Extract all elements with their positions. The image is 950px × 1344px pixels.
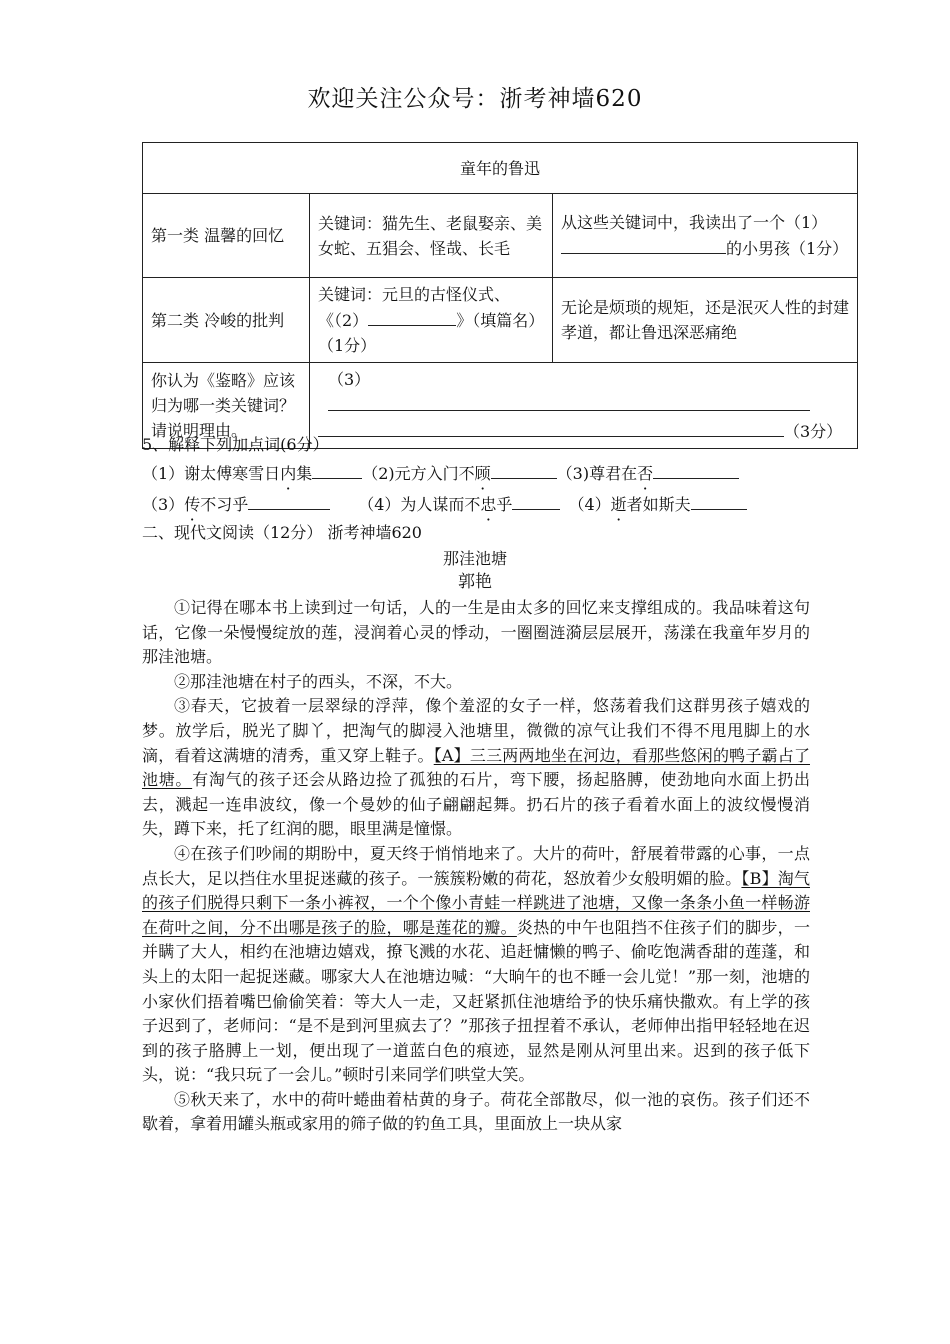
row2-keywords: [310, 278, 553, 363]
q5-item-4-dotted-word: 传: [184, 495, 201, 514]
table-title: 童年的鲁迅: [143, 143, 858, 194]
row1-description: [553, 194, 858, 278]
row3-answer-prefix: （3）: [328, 370, 371, 389]
paragraph-4-part-2: 炎热的中午也阻挡不住孩子们的脚步，一并瞒了大人，相约在池塘边嬉戏，撩飞溅的水花、追赶慵懒的鸭子、偷吃饱满香甜的莲蓬，和头上的太阳一起捉迷藏。哪家大人在池塘边喊：“大晌午的也不睡一会儿觉！”那一刻，池塘的小家伙们捂着嘴巴偷偷笑着：等大人一走，又赶紧抓住池塘给予的快乐痛快撒欢。有上学的孩子迟到了，老师问：“是不是到河里疯去了？”那孩子扭捏着不承认，老师伸出指甲轻轻地在迟到的孩子胳膊上一划，便出现了一道蓝白色的痕迹，显然是刚从河里出来。迟到的孩子低下头，说：“我只玩了一会儿。”顿时引来同学们哄堂大笑。: [142, 917, 810, 1085]
q5-item-3-dotted-word: 否: [637, 464, 654, 483]
row1-category: 第一类 温馨的回忆: [143, 194, 310, 278]
row2-keywords-suffix: 》（填篇名）（1分）: [318, 311, 537, 355]
paragraph-1: ①记得在哪本书上读到过一句话，人的一生是由太多的回忆来支撑组成的。我品味着这句话，它像一朵慢慢绽放的莲，浸润着心灵的悸动，一圈圈涟漪层层展开，荡漾在我童年岁月的那洼池塘。: [142, 598, 810, 667]
page-header: 欢迎关注公众号：浙考神墙620: [307, 86, 643, 112]
article-author: 郭艳: [458, 572, 492, 592]
q5-blank-5[interactable]: [512, 491, 560, 510]
q5-item-5-post: 乎: [496, 495, 513, 514]
q5-item-5-dotted-word: 忠: [480, 495, 497, 514]
paragraph-4: [142, 842, 810, 1088]
q5-blank-3[interactable]: [653, 460, 739, 479]
section-2-heading: 二、现代文阅读（12分） 浙考神墙620: [142, 523, 422, 542]
q5-item-6-dotted-word: 逝: [610, 495, 627, 514]
q5-title: 5、解释下列加点词(6分）: [142, 435, 329, 454]
q5-item-5-text: （4）为人谋而不: [358, 495, 481, 514]
q5-item-1-dotted-word: 内: [280, 464, 297, 483]
answer-blank-1[interactable]: [561, 235, 726, 254]
q5-item-1-text: （1）谢太傅寒雪日: [142, 464, 281, 483]
paragraph-3: [142, 694, 810, 842]
q5-item-4-text: （3）: [142, 495, 185, 514]
answer-blank-3a[interactable]: [328, 392, 810, 411]
row2-keywords-prefix: 关键词：元旦的古怪仪式、《（2）: [318, 285, 511, 330]
paragraph-2: ②那洼池塘在村子的西头，不深，不大。: [174, 671, 463, 691]
row3-score: （3分）: [784, 422, 843, 441]
q5-blank-6[interactable]: [691, 491, 747, 510]
underlined-sentence-b: 【B】淘气的孩子们脱得只剩下一条小裤衩，一个个像小青蛙一样跳进了池塘，又像一条条小鱼一样畅游在荷叶之间，分不出哪是孩子的脸，哪是莲花的瓣。: [142, 868, 810, 937]
q5-item-6-text: （4）: [568, 495, 611, 514]
q5-blank-1[interactable]: [312, 460, 362, 479]
q5-item-2-dotted-word: 顾: [474, 464, 491, 483]
paragraph-4-part-1: ④在孩子们吵闹的期盼中，夏天终于悄悄地来了。大片的荷叶，舒展着带露的心事，一点点长大，足以挡住水里捉迷藏的孩子。一簇簇粉嫩的荷花，怒放着少女般明媚的脸。: [142, 843, 810, 888]
paragraph-5: ⑤秋天来了，水中的荷叶蜷曲着枯黄的身子。荷花全部散尽，似一池的哀伤。孩子们还不歇着，拿着用罐头瓶或家用的筛子做的钓鱼工具，里面放上一块从家: [142, 1089, 810, 1134]
row1-desc-prefix: 从这些关键词中，我读出了一个（1）: [561, 213, 828, 232]
row1-desc-suffix: 的小男孩（1分）: [726, 239, 849, 258]
paragraph-3-part-1: ③春天，它披着一层翠绿的浮萍，像个羞涩的女子一样，悠荡着我们这群男孩子嬉戏的梦。放学后，脱光了脚丫，把淘气的脚浸入池塘里，微微的凉气让我们不得不甩甩脚上的水滴，看着这满塘的清秀，重又穿上鞋子。: [142, 696, 810, 765]
paragraph-3-part-2: 有淘气的孩子还会从路边捡了孤独的石片，弯下腰，扬起胳膊，使劲地向水面上扔出去，溅起一连串波纹，像一个曼妙的仙子翩翩起舞。扔石片的孩子看着水面上的波纹慢慢消失，蹲下来，托了红润的腮，眼里满是憧憬。: [142, 770, 810, 839]
row3-question: 你认为《鉴略》应该归为哪一类关键词？请说明理由。: [143, 363, 310, 449]
row2-category: 第二类 冷峻的批判: [143, 278, 310, 363]
article-body: [142, 596, 810, 1137]
row2-description: 无论是烦琐的规矩，还是泯灭人性的封建孝道，都让鲁迅深恶痛绝: [553, 278, 858, 363]
q5-row-2: [142, 491, 822, 516]
q5-row-1: [142, 460, 822, 485]
underlined-sentence-a: 【A】三三两两地坐在河边，看那些悠闲的鸭子霸占了池塘。: [142, 745, 810, 790]
q5-item-6-post: 者如斯夫: [626, 495, 691, 514]
answer-blank-2[interactable]: [368, 307, 456, 326]
q5-blank-2[interactable]: [491, 460, 557, 479]
row1-keywords: 关键词：猫先生、老鼠娶亲、美女蛇、五猖会、怪哉、长毛: [310, 194, 553, 278]
q5-item-3-text: （3)尊君在: [556, 464, 638, 483]
summary-table: [142, 142, 858, 449]
q5-item-1-post: 集: [296, 464, 313, 483]
article-title: 那洼池塘: [442, 549, 507, 568]
question-5: [142, 433, 822, 516]
q5-item-4-post: 不习乎: [200, 495, 249, 514]
q5-item-2-text: （2)元方入门不: [362, 464, 475, 483]
